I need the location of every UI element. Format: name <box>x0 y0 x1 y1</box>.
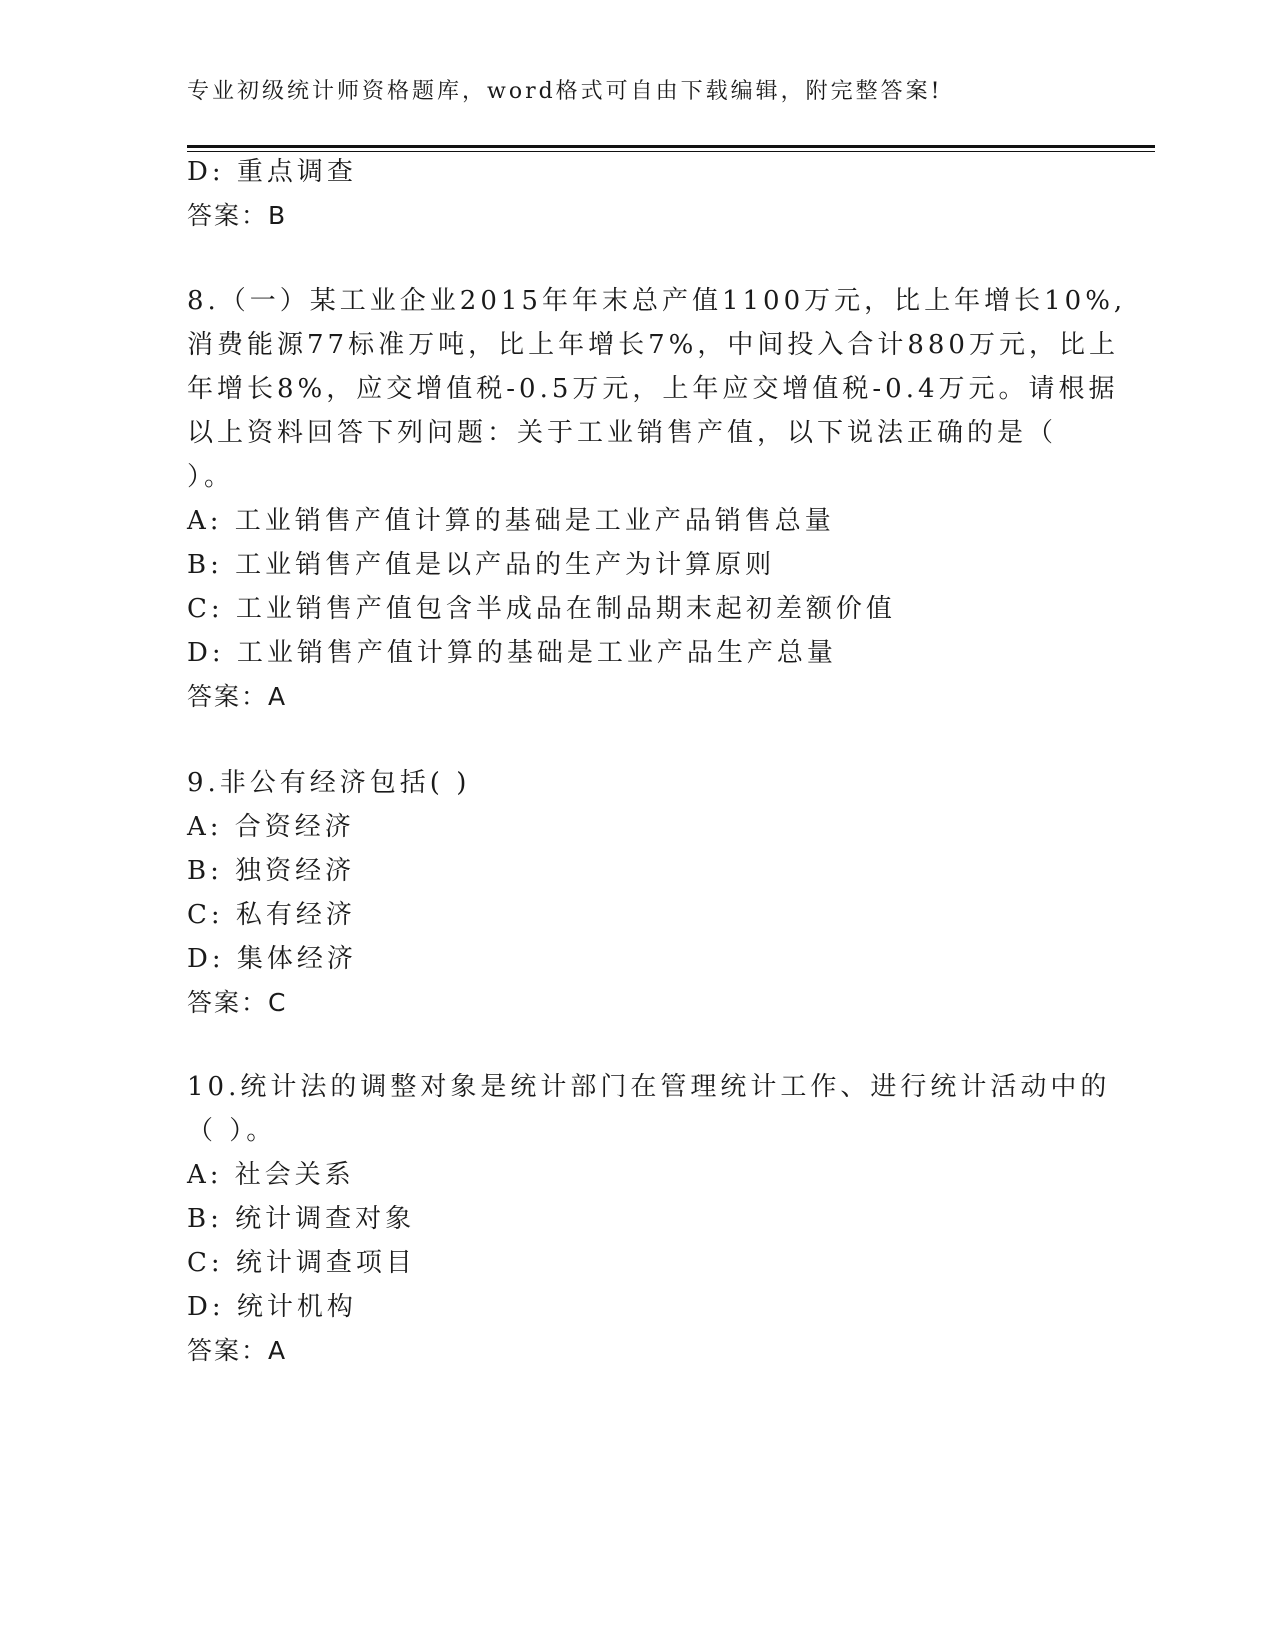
q8-option-d: D: 工业销售产值计算的基础是工业产品生产总量 <box>187 638 837 668</box>
q9-option-d: D: 集体经济 <box>187 944 357 974</box>
q10-option-b: B: 统计调查对象 <box>187 1204 416 1234</box>
q9-option-a: A: 合资经济 <box>187 812 355 842</box>
q10-answer: 答案：A <box>187 1336 288 1365</box>
q10-option-a: A: 社会关系 <box>187 1160 355 1190</box>
q10-stem-line-2: （ ）。 <box>187 1116 277 1146</box>
page-header: 专业初级统计师资格题库，word格式可自由下载编辑，附完整答案! <box>187 79 943 104</box>
q10-option-c: C: 统计调查项目 <box>187 1248 416 1278</box>
prev-option-d: D: 重点调查 <box>187 157 357 187</box>
q8-stem-line-5: ）。 <box>187 462 235 492</box>
q9-option-b: B: 独资经济 <box>187 856 356 886</box>
prev-answer: 答案：B <box>187 201 288 230</box>
q9-stem-line-1: 9.非公有经济包括( ) <box>187 768 471 798</box>
q10-stem-line-1: 10.统计法的调整对象是统计部门在管理统计工作、进行统计活动中的 <box>187 1072 1111 1102</box>
q8-stem-line-1: 8.（一）某工业企业2015年年末总产值1100万元，比上年增长10%, <box>187 286 1127 316</box>
q9-answer: 答案：C <box>187 988 288 1017</box>
q8-option-a: A: 工业销售产值计算的基础是工业产品销售总量 <box>187 506 835 536</box>
q8-stem-line-2: 消费能源77标准万吨，比上年增长7%，中间投入合计880万元，比上 <box>187 330 1119 360</box>
q8-stem-line-4: 以上资料回答下列问题：关于工业销售产值，以下说法正确的是（ <box>187 418 1058 448</box>
header-rule <box>187 145 1155 148</box>
q8-answer: 答案：A <box>187 682 288 711</box>
q8-stem-line-3: 年增长8%，应交增值税-0.5万元，上年应交增值税-0.4万元。请根据 <box>187 374 1119 404</box>
q8-option-c: C: 工业销售产值包含半成品在制品期末起初差额价值 <box>187 594 896 624</box>
q8-option-b: B: 工业销售产值是以产品的生产为计算原则 <box>187 550 776 580</box>
header-rule-thin <box>187 151 1155 152</box>
q10-option-d: D: 统计机构 <box>187 1292 357 1322</box>
q9-option-c: C: 私有经济 <box>187 900 356 930</box>
